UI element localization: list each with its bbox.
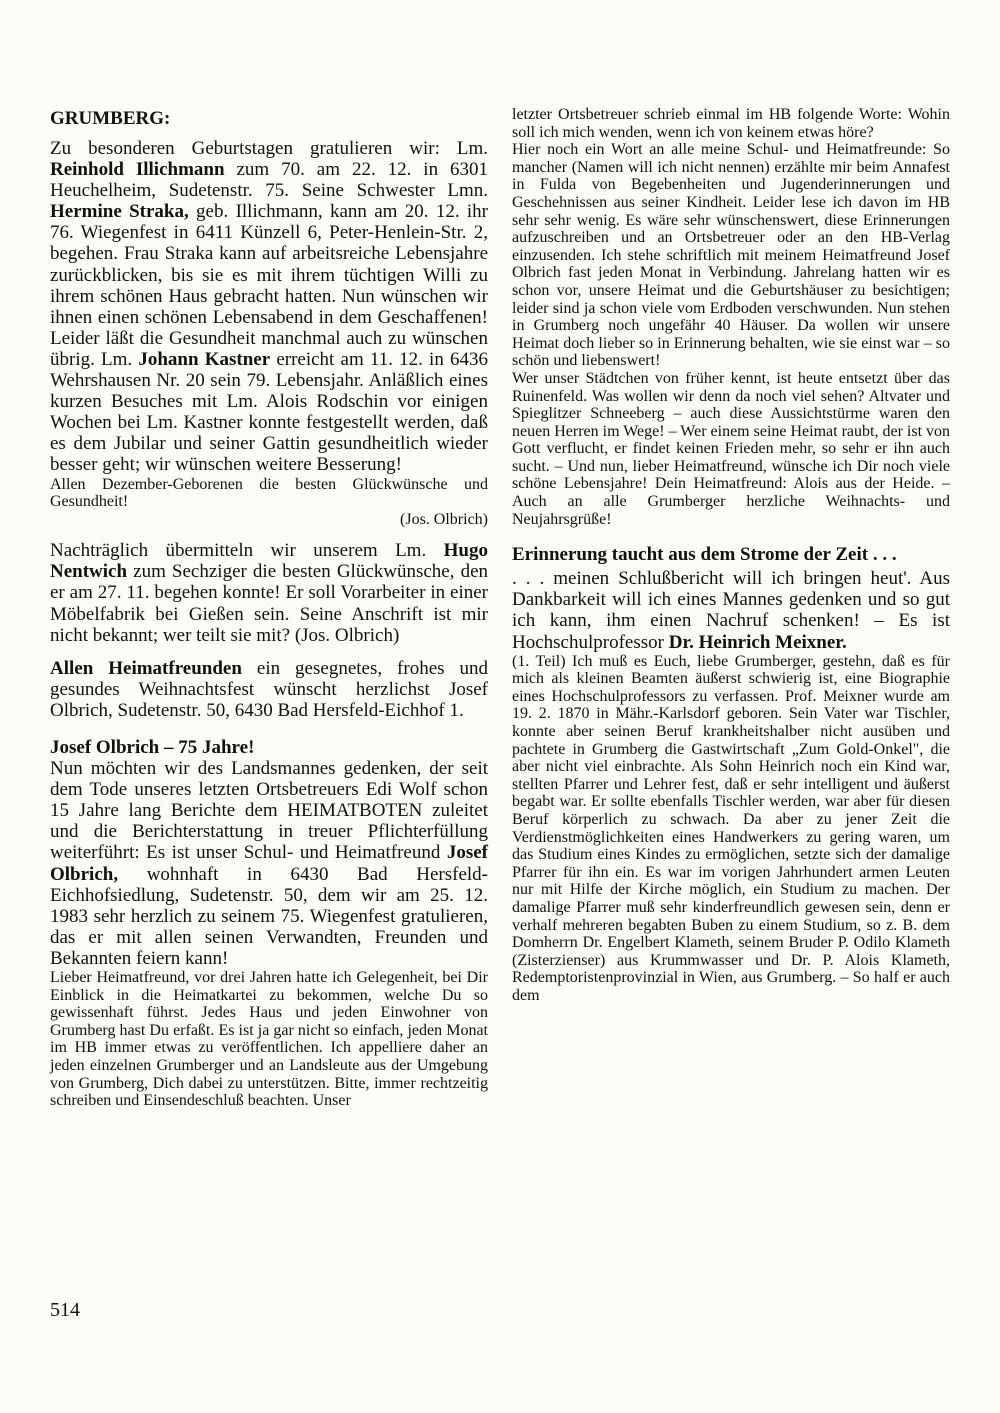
section-heading-erinnerung: Erinnerung taucht aus dem Strome der Zeit . . .	[512, 544, 897, 566]
person-name-straka: Hermine Straka,	[50, 201, 189, 223]
birthday-mid-2: geb. Illichmann, kann am 20. 12. ihr 76. Wiegenfest in 6411 Künzell 6, Peter-Henlein-Str. 2, begehen. Frau Straka kann auf arbeitsreiche Lebensjahre zurückblicken, bis sie es mit ihrem tüchtigen Willi zu ihrem schönen Haus gebracht hatten. Nun wünschen wir ihnen einen schönen Lebensabend in dem Geschaffenen! Leider läßt die Gesundheit manchmal auch zu wünschen übrig. Lm.	[50, 201, 488, 370]
greeting-text: ein gesegnetes, frohes und gesundes Weihnachtsfest wünscht herzlichst Josef Olbrich, Sudetenstr. 50, 6430 Bad Hersfeld-Eichhof 1.	[50, 657, 488, 721]
birthday-intro: Zu besonderen Geburtstagen gratulieren wir: Lm.	[50, 138, 488, 159]
nentwich-intro: Nachträglich übermitteln wir unserem Lm.	[50, 540, 444, 562]
olbrich-paragraph	[50, 758, 488, 969]
left-column	[50, 108, 488, 1110]
person-name-meixner: Dr. Heinrich Meixner.	[668, 631, 847, 653]
person-name-olbrich: Josef Olbrich,	[50, 842, 488, 885]
person-name-illichmann: Reinhold Illichmann	[50, 159, 225, 181]
right-column	[512, 106, 950, 1005]
section-heading-grumberg: GRUMBERG:	[50, 108, 171, 129]
greeting-paragraph	[50, 658, 488, 721]
letter-continued: letzter Ortsbetreuer schrieb einmal im HB folgende Worte: Wohin soll ich mich wenden, wenn ich von keinem etwas höre?	[512, 106, 950, 141]
nentwich-text: zum Sechziger die besten Glückwünsche, den er am 27. 11. begehen konnte! Er soll Vorarbeiter in einer Möbelfabrik bei Gießen sein. Seine Anschrift ist mir nicht bekannt; wer teilt sie mit? (Jos. Olbrich)	[50, 561, 488, 646]
nentwich-paragraph	[50, 540, 488, 645]
signature-row	[50, 511, 488, 529]
letter-paragraph: Lieber Heimatfreund, vor drei Jahren hatte ich Gelegenheit, bei Dir Einblick in die Heimatkartei zu bekommen, welche Du so gewissenhaft führst. Jedes Haus und jeden Einwohner von Grumberg hast Du erfaßt. Es ist ja gar nicht so einfach, jeden Monat im HB immer etwas zu veröffentlichen. Ich appelliere daher an jeden einzelnen Grumberger und an Landsleute aus der Umgebung von Grumberg, Dich dabei zu unterstützen. Bitte, immer rechtzeitig schreiben und Einsendeschluß beachten. Unser	[50, 968, 488, 1110]
december-line: Allen Dezember-Geborenen die besten Glückwünsche und Gesundheit!	[50, 475, 488, 511]
letter-paragraph-2: Hier noch ein Wort an alle meine Schul- und Heimatfreunde: So mancher (Namen will ich nicht nennen) erzählte mir beim Annafest in Fulda von Begebenheiten und Jugenderinnerungen und Geschehnissen aus seiner Kindheit. Leider lese ich davon im HB sehr sehr wenig. Es wäre sehr wünschenswert, diese Erinnerungen aufzuschreiben und an Ortsbetreuer oder an den HB-Verlag einzusenden. Ich stehe schriftlich mit meinem Heimatfreund Josef Olbrich fast jeden Monat in Verbindung. Jahrelang hatten wir es schon vor, unsere Heimat und die Geburtshäuser zu besichtigen; leider sind ja schon viele vom Erdboden verschwunden. Nun stehen in Grumberg noch ungefähr 40 Häuser. Da wollen wir unsere Heimat doch lieber so in Erinnerung behalten, wie sie einst war – so schön und liebenswert!	[512, 141, 950, 370]
olbrich-intro: Nun möchten wir des Landsmannes gedenken, der seit dem Tode unseres letzten Ortsbetreuers Edi Wolf schon 15 Jahre lang Berichte dem HEIMATBOTEN zuleitet und die Berichterstattung in treuer Pflichterfüllung weiterführt: Es ist unser Schul- und Heimatfreund	[50, 758, 488, 864]
signature-olbrich: (Jos. Olbrich)	[400, 510, 488, 528]
letter-paragraph-3: Wer unser Städtchen von früher kennt, ist heute entsetzt über das Ruinenfeld. Was wollen wir denn da noch viel sehen? Altvater und Spieglitzer Schneeberg – auch diese Aussichtstürme waren den neuen Herren im Wege! – Wer einem seine Heimat raubt, der ist von Gott verflucht, er findet keinen Frieden mehr, so sehr er ihn auch sucht. – Und nun, lieber Heimatfreund, wünsche ich Dir noch viele schöne Lebensjahre! Dein Heimatfreund: Alois aus der Heide. – Auch an alle Grumberger herzliche Weihnachts- und Neujahrsgrüße!	[512, 369, 951, 528]
birthday-mid-1: zum 70. am 22. 12. in 6301 Heuchelheim, Sudetenstr. 75. Seine Schwester Lmn.	[50, 159, 489, 202]
person-name-kastner: Johann Kastner	[138, 348, 271, 370]
olbrich-text: wohnhaft in 6430 Bad Hersfeld-Eichhofsiedlung, Sudetenstr. 50, dem wir am 25. 12. 1983 sehr herzlich zu seinem 75. Wiegenfest gratulieren, das er mit allen seinen Verwandten, Freunden und Bekannten feiern kann!	[50, 863, 488, 969]
section-heading-olbrich: Josef Olbrich – 75 Jahre!	[50, 737, 255, 759]
erinnerung-intro-paragraph	[512, 568, 950, 652]
birthday-paragraph	[50, 138, 488, 476]
page-number: 514	[50, 1299, 80, 1321]
person-name-nentwich: Hugo Nentwich	[50, 540, 488, 583]
erinnerung-intro: . . . meinen Schlußbericht will ich bringen heut'. Aus Dankbarkeit will ich eines Mannes gedenken und so gut ich kann, ihm einen Nachruf schenken! – Es ist Hochschulprofessor	[512, 568, 950, 653]
erinnerung-body: (1. Teil) Ich muß es Euch, liebe Grumberger, gestehn, daß es für mich als kleinen Beamten äußerst schwierig ist, eine Biographie eines Hochschulprofessors zu verfassen. Prof. Meixner wurde am 19. 2. 1870 in Mähr.-Karlsdorf geboren. Sein Vater war Tischler, konnte aber seinen Beruf krankheitshalber nicht ausüben und pachtete in Grumberg die Gastwirtschaft „Zum Gold-Onkel", die aber nicht viel einbrachte. Als Sohn Heinrich noch ein Kind war, stellten Pfarrer und Lehrer fest, daß er sehr intelligent und äußerst begabt war. Er sollte ebenfalls Tischler werden, war aber für diesen Beruf körperlich zu schwach. Da aber zu jener Zeit die Verdienstmöglichkeiten eines Handwerkers zu gering waren, um das Studium eines Kindes zu ermöglichen, setzte sich der damalige Pfarrer für ihn ein. Es war im vorigen Jahrhundert armen Leuten nur mit Hilfe der Kirche möglich, ein Studium zu machen. Der damalige Pfarrer muß sehr kinderfreundlich gewesen sein, denn er verhalf mehreren begabten Buben zu einem Studium, so z. B. dem Domherrn Dr. Engelbert Klameth, seinem Bruder P. Odilo Klameth (Zisterzienser) aus Krummwasser und Dr. P. Alois Klameth, Redemptoristenprovinzial in Wien, aus Grumberg. – So half er auch dem	[512, 652, 950, 1004]
greeting-lead: Allen Heimatfreunden	[50, 657, 242, 679]
birthday-end: erreicht am 11. 12. in 6436 Wehrshausen Nr. 20 sein 79. Lebensjahr. Anläßlich eines kurzen Besuches mit Lm. Alois Rodschin vor einigen Wochen bei Lm. Kastner konnte festgestellt werden, daß es dem Jubilar und seiner Gattin gesundheitlich wieder besser geht; wir wünschen weitere Besserung!	[50, 348, 488, 476]
